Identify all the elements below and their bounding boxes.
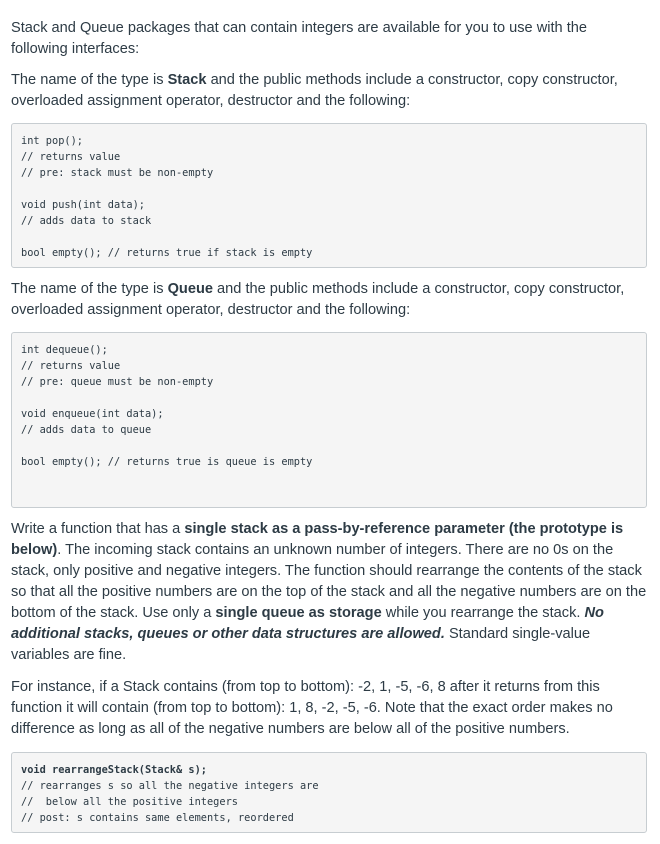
task-text-2: . The incoming stack contains an unknown number of integers. There are no 0s on the stack, only positive and negative integers. The function should rearrange the contents of the stack so that all the positive numbers are on the top of the stack and all the negative numbers are on the bottom of the stack. Use only a	[11, 542, 647, 621]
stack-interface-code: int pop(); // returns value // pre: stack must be non-empty void push(int data); // adds data to stack bool empty(); // returns true if stack is empty	[11, 123, 647, 268]
task-emphasis-restriction: No additional stacks, queues or other data structures are allowed.	[11, 605, 604, 642]
queue-intro-text-rest: and the public methods include a constructor, copy constructor, overloaded assignment operator, destructor and the following:	[11, 281, 625, 318]
intro-paragraph: Stack and Queue packages that can contain integers are available for you to use with the following interfaces:	[11, 20, 588, 57]
example-paragraph: For instance, if a Stack contains (from top to bottom): -2, 1, -5, -6, 8 after it returns from this function it will contain (from top to bottom): 1, 8, -2, -5, -6. Note that the exact order makes no difference as long as all of the negative numbers are below all of the positive numbers.	[11, 679, 613, 737]
prototype-signature: void rearrangeStack(Stack& s);	[21, 764, 207, 776]
task-emphasis-storage: single queue as storage	[215, 605, 382, 621]
prototype-comments: // rearranges s so all the negative integers are // below all the positive integers // post: s contains same elements, reordered	[21, 780, 319, 824]
queue-intro-paragraph	[11, 279, 647, 321]
task-emphasis-parameter: single stack as a pass-by-reference parameter (the prototype is below)	[11, 521, 624, 558]
question-content	[11, 18, 647, 833]
task-text-4: Standard single-value variables are fine.	[11, 626, 591, 663]
task-paragraph	[11, 519, 647, 666]
stack-intro-text-rest: and the public methods include a constructor, copy constructor, overloaded assignment operator, destructor and the following:	[11, 72, 618, 109]
stack-intro-paragraph	[11, 70, 647, 112]
task-text-3: while you rearrange the stack.	[381, 605, 585, 621]
stack-intro-text: The name of the type is	[11, 72, 168, 88]
task-text-1: Write a function that has a	[11, 521, 185, 537]
queue-intro-text: The name of the type is	[11, 281, 168, 297]
queue-type-name: Queue	[167, 281, 213, 297]
stack-type-name: Stack	[167, 72, 207, 88]
queue-interface-code: int dequeue(); // returns value // pre: queue must be non-empty void enqueue(int data); // adds data to queue bool empty(); // returns true is queue is empty	[11, 332, 647, 508]
prototype-code	[11, 752, 647, 833]
